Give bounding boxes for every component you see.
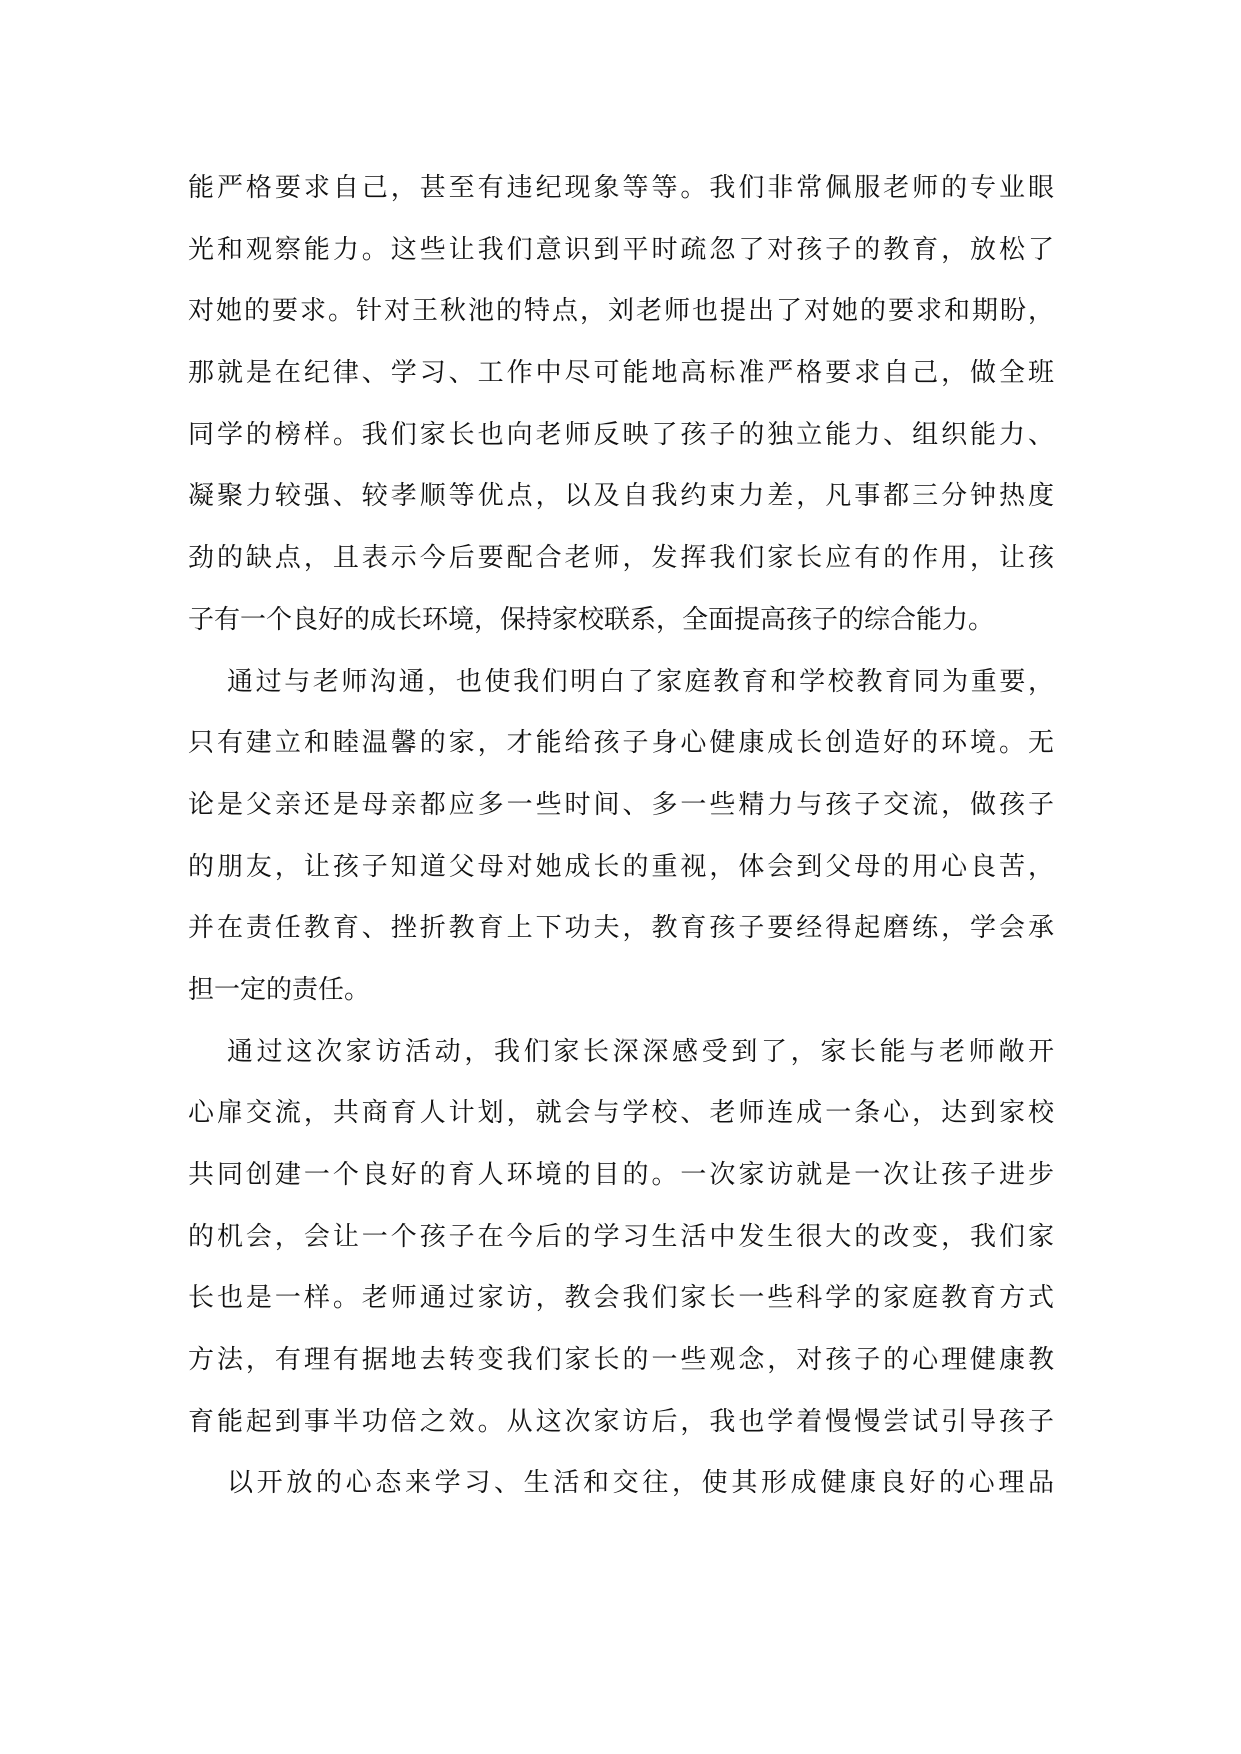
text-line: 那就是在纪律、学习、工作中尽可能地高标准严格要求自己，做全班 bbox=[188, 358, 1054, 389]
text-line: 的机会，会让一个孩子在今后的学习生活中发生很大的改变，我们家 bbox=[188, 1221, 1054, 1252]
text-line: 劲的缺点，且表示今后要配合老师，发挥我们家长应有的作用，让孩 bbox=[188, 543, 1054, 574]
text-line: 对她的要求。针对王秋池的特点，刘老师也提出了对她的要求和期盼， bbox=[188, 296, 1054, 327]
text-line: 长也是一样。老师通过家访，教会我们家长一些科学的家庭教育方式 bbox=[188, 1283, 1054, 1314]
text-line: 同学的榜样。我们家长也向老师反映了孩子的独立能力、组织能力、 bbox=[188, 419, 1054, 450]
text-line: 光和观察能力。这些让我们意识到平时疏忽了对孩子的教育，放松了 bbox=[188, 234, 1054, 265]
text-line: 论是父亲还是母亲都应多一些时间、多一些精力与孩子交流，做孩子 bbox=[188, 789, 1054, 820]
text-line: 担一定的责任。 bbox=[188, 974, 371, 1005]
text-line: 以开放的心态来学习、生活和交往，使其形成健康良好的心理品 bbox=[227, 1468, 1054, 1499]
text-line: 心扉交流，共商育人计划，就会与学校、老师连成一条心，达到家校 bbox=[188, 1098, 1054, 1129]
text-line: 共同创建一个良好的育人环境的目的。一次家访就是一次让孩子进步 bbox=[188, 1160, 1054, 1190]
text-line: 能严格要求自己，甚至有违纪现象等等。我们非常佩服老师的专业眼 bbox=[188, 173, 1054, 203]
text-line: 通过与老师沟通，也使我们明白了家庭教育和学校教育同为重要， bbox=[227, 666, 1054, 697]
text-line: 凝聚力较强、较孝顺等优点，以及自我约束力差，凡事都三分钟热度 bbox=[188, 481, 1054, 512]
text-line: 育能起到事半功倍之效。从这次家访后，我也学着慢慢尝试引导孩子 bbox=[188, 1406, 1054, 1437]
text-line: 子有一个良好的成长环境，保持家校联系，全面提高孩子的综合能力。 bbox=[188, 604, 995, 635]
text-line: 方法，有理有据地去转变我们家长的一些观念，对孩子的心理健康教 bbox=[188, 1345, 1054, 1376]
body-text bbox=[188, 158, 1054, 1515]
text-line: 只有建立和睦温馨的家，才能给孩子身心健康成长创造好的环境。无 bbox=[188, 728, 1054, 759]
text-line: 并在责任教育、挫折教育上下功夫，教育孩子要经得起磨练，学会承 bbox=[188, 913, 1054, 944]
text-line: 通过这次家访活动，我们家长深深感受到了，家长能与老师敞开 bbox=[227, 1036, 1054, 1067]
text-line: 的朋友，让孩子知道父母对她成长的重视，体会到父母的用心良苦， bbox=[188, 851, 1054, 882]
